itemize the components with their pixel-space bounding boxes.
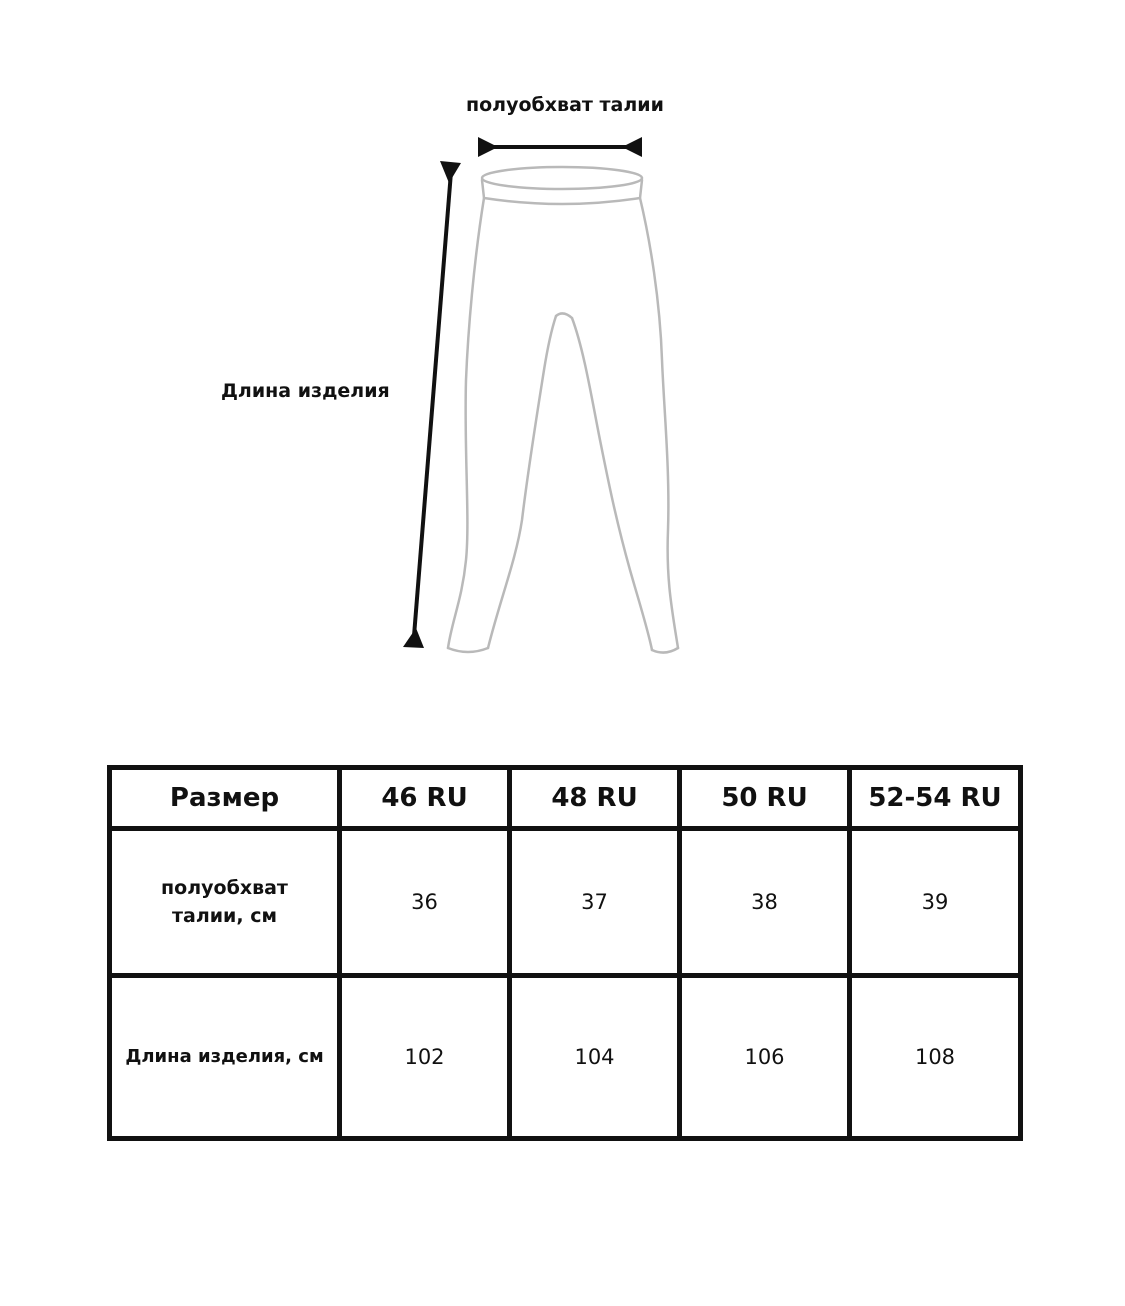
length-row-label: Длина изделия, см — [110, 976, 340, 1139]
length-measure-label: Длина изделия — [221, 380, 390, 402]
size-46-header: 46 RU — [340, 768, 510, 829]
size-header-cell: Размер — [110, 768, 340, 829]
table-cell: 38 — [680, 829, 850, 976]
size-50-header: 50 RU — [680, 768, 850, 829]
table-cell: 39 — [850, 829, 1021, 976]
table-cell: 104 — [510, 976, 680, 1139]
table-cell: 37 — [510, 829, 680, 976]
pants-sketch-icon — [448, 167, 678, 653]
waist-row-label-text: полуобхват талии, см — [161, 877, 288, 928]
table-cell: 36 — [340, 829, 510, 976]
table-row — [110, 976, 1021, 1139]
length-arrow-icon — [403, 161, 461, 648]
table-cell: 106 — [680, 976, 850, 1139]
waist-arrow-icon — [478, 137, 642, 157]
size-52-54-header: 52-54 RU — [850, 768, 1021, 829]
size-chart-table — [107, 765, 1023, 1141]
waist-row-label — [110, 829, 340, 976]
table-row — [110, 829, 1021, 976]
waist-measure-label: полуобхват талии — [466, 94, 664, 116]
table-cell: 108 — [850, 976, 1021, 1139]
table-header-row — [110, 768, 1021, 829]
table-cell: 102 — [340, 976, 510, 1139]
size-48-header: 48 RU — [510, 768, 680, 829]
